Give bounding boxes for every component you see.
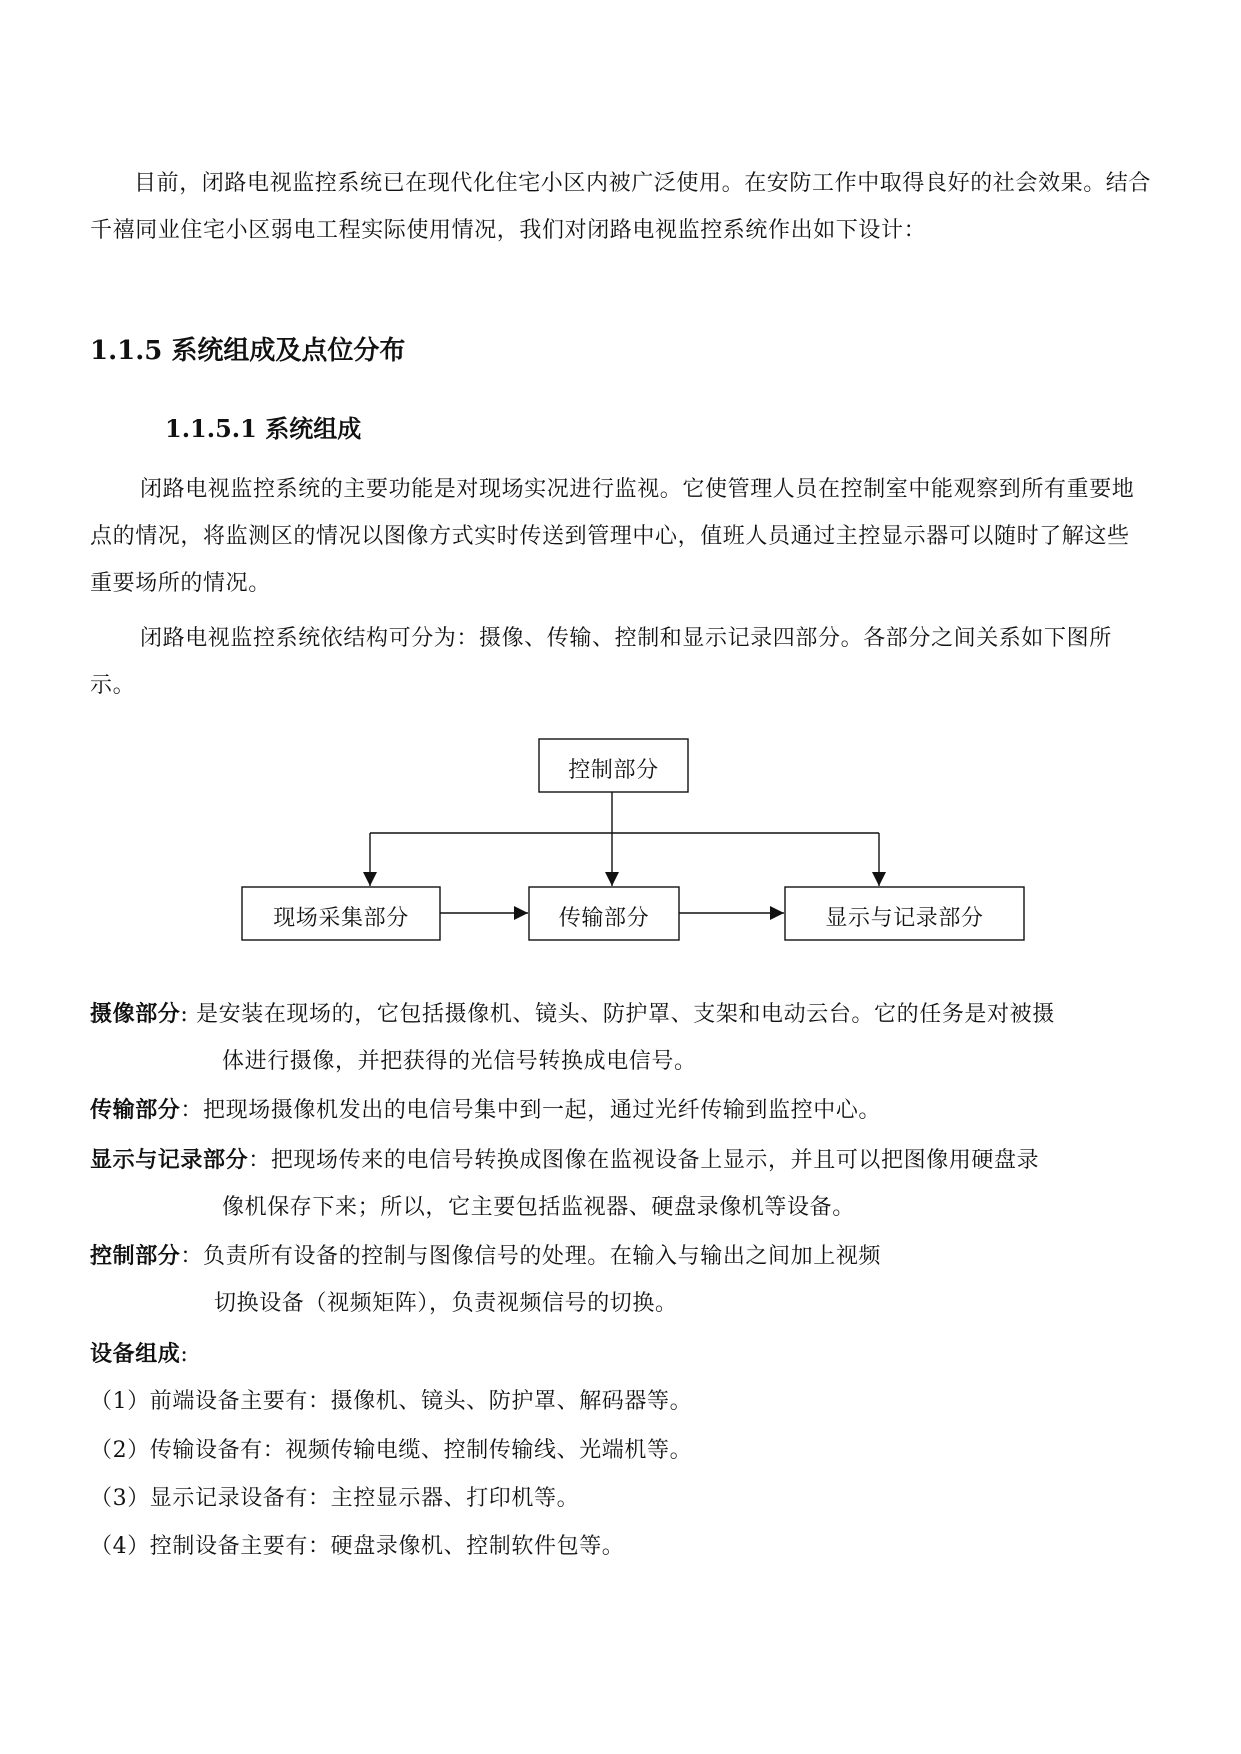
capture-box-label: 现场采集部分 — [273, 906, 409, 931]
equipment-title-text: 设备组成 — [90, 1341, 181, 1367]
display-box-label: 显示与记录部分 — [825, 906, 984, 931]
list-item: （1）前端设备主要有：摄像机、镜头、防护罩、解码器等。 — [90, 1389, 693, 1414]
def-control-sep: ： — [180, 1244, 204, 1269]
def-transmit-sep: ： — [180, 1098, 204, 1123]
def-display-cont: 像机保存下来；所以，它主要包括监视器、硬盘录像机等设备。 — [222, 1195, 855, 1220]
def-control-cont: 切换设备（视频矩阵），负责视频信号的切换。 — [214, 1291, 678, 1316]
list-item: （4）控制设备主要有：硬盘录像机、控制软件包等。 — [90, 1534, 625, 1559]
equipment-title-sep: : — [180, 1342, 189, 1367]
def-camera-cont: 体进行摄像，并把获得的光信号转换成电信号。 — [222, 1049, 697, 1074]
list-item: （3）显示记录设备有：主控显示器、打印机等。 — [90, 1486, 580, 1511]
def-display-sep: ： — [248, 1148, 271, 1173]
control-box-label: 控制部分 — [568, 758, 659, 783]
function-paragraph: 闭路电视监控系统的主要功能是对现场实况进行监视。它使管理人员在控制室中能观察到所有重要地点的情况，将监测区的情况以图像方式实时传送到管理中心，值班人员通过主控显示器可以随时了解这些重要场所的情况。 — [90, 477, 1135, 596]
section-heading: 1.1.5 系统组成及点位分布 — [90, 336, 406, 366]
def-camera-sep: : — [180, 1002, 197, 1027]
def-transmit — [90, 1095, 881, 1126]
def-camera-text: 是安装在现场的，它包括摄像机、镜头、防护罩、支架和电动云台。它的任务是对被摄 — [196, 1002, 1055, 1027]
def-control — [90, 1241, 881, 1272]
def-camera — [90, 999, 1055, 1030]
intro-paragraph: 目前，闭路电视监控系统已在现代化住宅小区内被广泛使用。在安防工作中取得良好的社会效果。结合千禧同业住宅小区弱电工程实际使用情况，我们对闭路电视监控系统作出如下设计： — [90, 171, 1152, 243]
def-camera-term: 摄像部分 — [90, 1001, 181, 1027]
list-item: （2）传输设备有：视频传输电缆、控制传输线、光端机等。 — [90, 1438, 693, 1463]
subsection-heading: 1.1.5.1 系统组成 — [165, 414, 362, 443]
def-display — [90, 1145, 1039, 1176]
transmit-box-label: 传输部分 — [558, 906, 650, 931]
equipment-title — [90, 1339, 188, 1370]
structure-paragraph: 闭路电视监控系统依结构可分为：摄像、传输、控制和显示记录四部分。各部分之间关系如下图所示。 — [90, 626, 1112, 698]
def-control-term: 控制部分 — [90, 1243, 181, 1269]
def-display-term: 显示与记录部分 — [90, 1147, 249, 1173]
def-transmit-term: 传输部分 — [90, 1097, 181, 1123]
def-transmit-text: 把现场摄像机发出的电信号集中到一起，通过光纤传输到监控中心。 — [203, 1098, 882, 1123]
def-control-text: 负责所有设备的控制与图像信号的处理。在输入与输出之间加上视频 — [203, 1244, 882, 1269]
def-display-text: 把现场传来的电信号转换成图像在监视设备上显示，并且可以把图像用硬盘录 — [270, 1148, 1040, 1173]
